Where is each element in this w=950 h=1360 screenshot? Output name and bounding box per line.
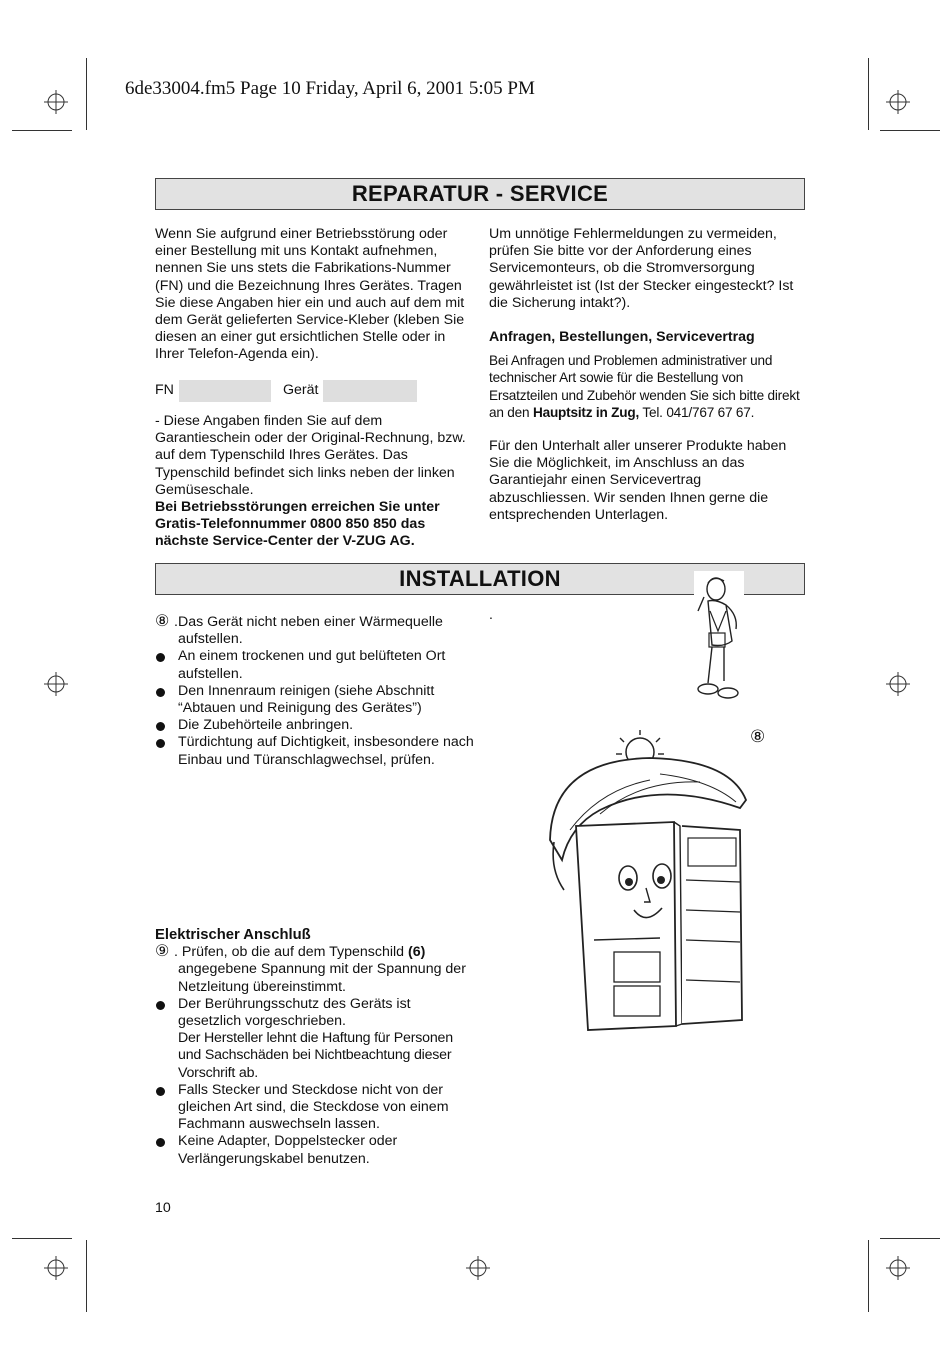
electrical-title: Elektrischer Anschluß — [155, 927, 311, 943]
liability-note: Der Hersteller lehnt die Haftung für Personen und Sachschäden bei Nichtbeachtung dieser Vorschrift ab. — [178, 1030, 453, 1081]
list-item: Der Berührungsschutz des Geräts ist gesetzlich vorgeschrieben. Der Hersteller lehnt die Haftung für Personen und Sachschäden bei Nichtbeachtung dieser Vorschrift ab. — [155, 996, 475, 1082]
registration-mark-icon — [886, 672, 910, 696]
list-item: An einem trockenen und gut belüfteten Ort aufstellen. — [155, 648, 475, 682]
registration-mark-icon — [44, 672, 68, 696]
list-item: Türdichtung auf Dichtigkeit, insbesondere nach Einbau und Türanschlagwechsel, prüfen. — [155, 734, 475, 768]
list-item: Falls Stecker und Steckdose nicht von der gleichen Art sind, die Steckdose von einem Fachmann auswechseln lassen. — [155, 1082, 475, 1134]
service-left-column — [155, 226, 467, 364]
list-item: Keine Adapter, Doppelstecker oder Verlängerungskabel benutzen. — [155, 1133, 475, 1167]
service-admin: Bei Anfragen und Problemen administrativer und technischer Art sowie für die Bestellung von Ersatzteilen und Zubehör wenden Sie sich bitte direkt an den Hauptsitz in Zug, Tel. 041/767 67 67. — [489, 353, 800, 420]
cartoon-man-illustration — [694, 571, 744, 711]
fridge-umbrella-illustration — [540, 730, 780, 1050]
page-number: 10 — [155, 1200, 171, 1216]
service-note-text: - Diese Angaben finden Sie auf dem Garantieschein oder der Original-Rechnung, bzw. auf dem Typenschild Ihres Gerätes. Das Typenschild befindet sich links neben der linken Gemüseschale. — [155, 413, 466, 498]
crop-mark — [86, 1240, 87, 1312]
electrical-bullets — [155, 996, 475, 1168]
service-intro: Wenn Sie aufgrund einer Betriebsstörung oder einer Bestellung mit uns Kontakt aufnehmen, nennen Sie uns stets die Fabrikations-Nummer (FN) und die Bezeichnung Ihres Gerätes. Tragen Sie diese Angaben hier ein und auch auf dem mit dem Gerät gelieferten Service-Kleber (kleben Sie diesen an einer gut ersichtlichen Stelle oder in Ihrer Telefon-Agenda ein). — [155, 226, 465, 363]
section-title-service: REPARATUR - SERVICE — [155, 178, 805, 210]
registration-mark-icon — [466, 1256, 490, 1280]
service-right-column — [489, 226, 805, 524]
registration-mark-icon — [886, 90, 910, 114]
service-right-intro: Um unnötige Fehlermeldungen zu vermeiden, prüfen Sie bitte vor der Anforderung eines Servicemonteurs, ob die Stromversorgung gewährleistet ist (Ist der Stecker eingesteckt? Ist die Sicherung intakt?). — [489, 226, 794, 311]
installation-bullets — [155, 648, 475, 768]
crop-mark — [880, 130, 940, 131]
bullet-icon — [156, 1087, 165, 1096]
bullet-icon — [156, 1138, 165, 1147]
service-contract: Für den Unterhalt aller unserer Produkte haben Sie die Möglichkeit, im Anschluss an das Garantiejahr einen Servicevertrag abzuschliessen. Wir senden Ihnen gerne die entsprechenden Unterlagen. — [489, 438, 787, 523]
registration-mark-icon — [886, 1256, 910, 1280]
registration-mark-icon — [44, 90, 68, 114]
bullet-icon — [156, 722, 165, 731]
bullet-icon — [156, 653, 165, 662]
stray-dot: . — [489, 606, 493, 622]
bullet-icon — [156, 688, 165, 697]
figure-label: ⑧ — [750, 727, 766, 746]
crop-mark — [868, 58, 869, 130]
fn-field[interactable] — [179, 380, 271, 402]
step-number: ⑧ — [155, 613, 170, 630]
crop-mark — [868, 1240, 869, 1312]
step-number: ⑨ — [155, 943, 170, 961]
bullet-icon — [156, 739, 165, 748]
crop-mark — [12, 130, 72, 131]
registration-mark-icon — [44, 1256, 68, 1280]
installation-list — [155, 614, 475, 769]
section-title-installation: INSTALLATION — [155, 563, 805, 595]
list-item: Den Innenraum reinigen (siehe Abschnitt “Abtauen und Reinigung des Gerätes”) — [155, 683, 475, 717]
bullet-icon — [156, 1001, 165, 1010]
list-item: Die Zubehörteile anbringen. — [155, 717, 475, 734]
crop-mark — [12, 1238, 72, 1239]
service-hotline: Bei Betriebsstörungen erreichen Sie unter Gratis-Telefonnummer 0800 850 850 das nächste Service-Center der V-ZUG AG. — [155, 499, 440, 550]
fn-label: FN — [155, 382, 174, 398]
file-header: 6de33004.fm5 Page 10 Friday, April 6, 2001 5:05 PM — [125, 78, 535, 99]
geraet-label: Gerät — [283, 382, 319, 398]
geraet-field[interactable] — [323, 380, 417, 402]
crop-mark — [880, 1238, 940, 1239]
electrical-section — [155, 927, 475, 1168]
step-text: .Das Gerät nicht neben einer Wärmequelle aufstellen. — [174, 614, 443, 648]
service-subhead: Anfragen, Bestellungen, Servicevertrag — [489, 329, 755, 346]
installation-step — [155, 614, 475, 648]
electrical-step: ⑨ . Prüfen, ob die auf dem Typenschild (6) angegebene Spannung mit der Spannung der Netzleitung übereinstimmt. — [155, 943, 466, 995]
service-note — [155, 413, 467, 551]
crop-mark — [86, 58, 87, 130]
